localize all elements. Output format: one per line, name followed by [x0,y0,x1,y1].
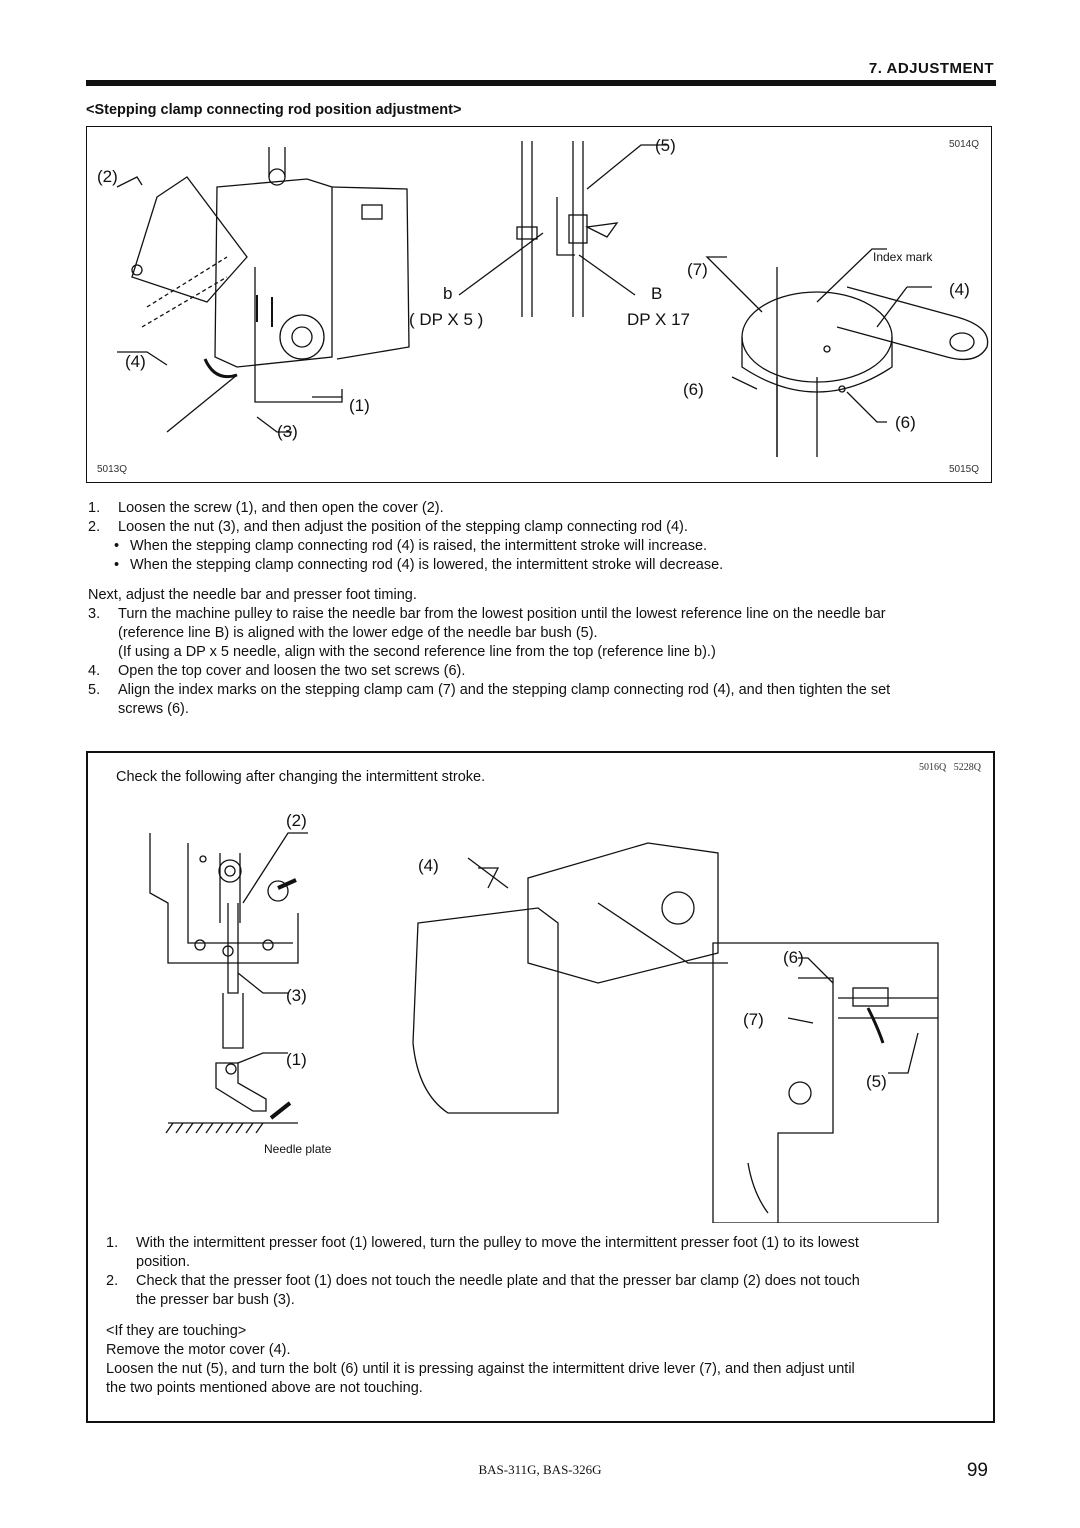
fig-top-callout-1: (1) [349,396,370,415]
fig-top-callout-b: b [443,284,453,303]
final-line-1: Loosen the nut (5), and turn the bolt (6) until it is pressing against the intermittent drive lever (7), and then adjust until [106,1361,855,1377]
check-callout-1: (1) [286,1050,307,1069]
fig-top-label-dpx17: DP X 17 [627,310,691,329]
check-fig-codes: 5016Q 5228Q [919,762,981,773]
header-rule [86,80,996,86]
figure-top [86,126,992,483]
fig-top-callout-2: (2) [97,167,118,186]
fig-top-label-index: Index mark [873,250,933,264]
check-callout-2: (2) [286,811,307,830]
footer-model: BAS-311G, BAS-326G [478,1462,602,1477]
fig-top-callout-7: (7) [687,260,708,279]
fig-top-callout-6b: (6) [895,413,916,432]
check-callout-4: (4) [418,856,439,875]
page-number: 99 [966,1460,988,1481]
step-3-line-2: (reference line B) is aligned with the lower edge of the needle bar bush (5). [118,625,598,641]
fig-code-5014Q: 5014Q [949,139,980,150]
step-5-line-2: screws (6). [118,701,189,717]
check-callout-6: (6) [783,948,804,967]
step-2: 2. Loosen the nut (3), and then adjust the position of the stepping clamp connecting rod (4). [88,519,688,535]
fig-top-callout-B: B [651,284,663,303]
next-line: Next, adjust the needle bar and presser foot timing. [88,587,417,603]
final-line-2: the two points mentioned above are not touching. [106,1380,423,1396]
check-intro: Check the following after changing the intermittent stroke. [116,769,486,785]
remove-cover: Remove the motor cover (4). [106,1342,291,1358]
fig-top-callout-5: (5) [655,136,676,155]
check-needle-plate: Needle plate [264,1142,332,1156]
check-step-1-line-2: position. [136,1254,191,1270]
fig-code-5013Q: 5013Q [97,464,128,475]
if-touching: <If they are touching> [106,1323,247,1339]
check-callout-5: (5) [866,1072,887,1091]
step-1: 1. Loosen the screw (1), and then open the cover (2). [88,500,444,516]
fig-top-label-dpx5: ( DP X 5 ) [409,310,484,329]
check-step-2-line-2: the presser bar bush (3). [136,1292,295,1308]
fig-top-callout-4b: (4) [949,280,970,299]
check-callout-7: (7) [743,1010,764,1029]
figure-top-illustration [87,127,993,484]
subheading: <Stepping clamp connecting rod position adjustment> [86,102,462,118]
step-3-line-3: (If using a DP x 5 needle, align with the second reference line from the top (reference line b).) [118,644,716,660]
check-box: Check the following after changing the intermittent stroke. 5016Q 5228Q (2) (3) (1) (4) (6) (7) (5) Needle plate 1. With the intermittent presser foot (1) lowered, turn the pulley to move the intermittent presser foot (1) to its lowest position. 2. Check that the presser foot (1) does not touch the needle plate and that the presser bar clamp (2) does not touch the presser bar bush (3). <If they are touching> Remove the motor cover (4). Loosen the nut (5), and turn the bolt (6) until it is pressing against the intermittent drive lever (7), and then adjust until the two points mentioned above are not touching. [86,751,995,1423]
fig-top-callout-4: (4) [125,352,146,371]
fig-top-callout-6: (6) [683,380,704,399]
fig-code-5015Q: 5015Q [949,464,980,475]
check-illustration [88,793,992,1223]
fig-top-callout-3: (3) [277,422,298,441]
section-title: 7. ADJUSTMENT [868,60,994,77]
check-callout-3: (3) [286,986,307,1005]
